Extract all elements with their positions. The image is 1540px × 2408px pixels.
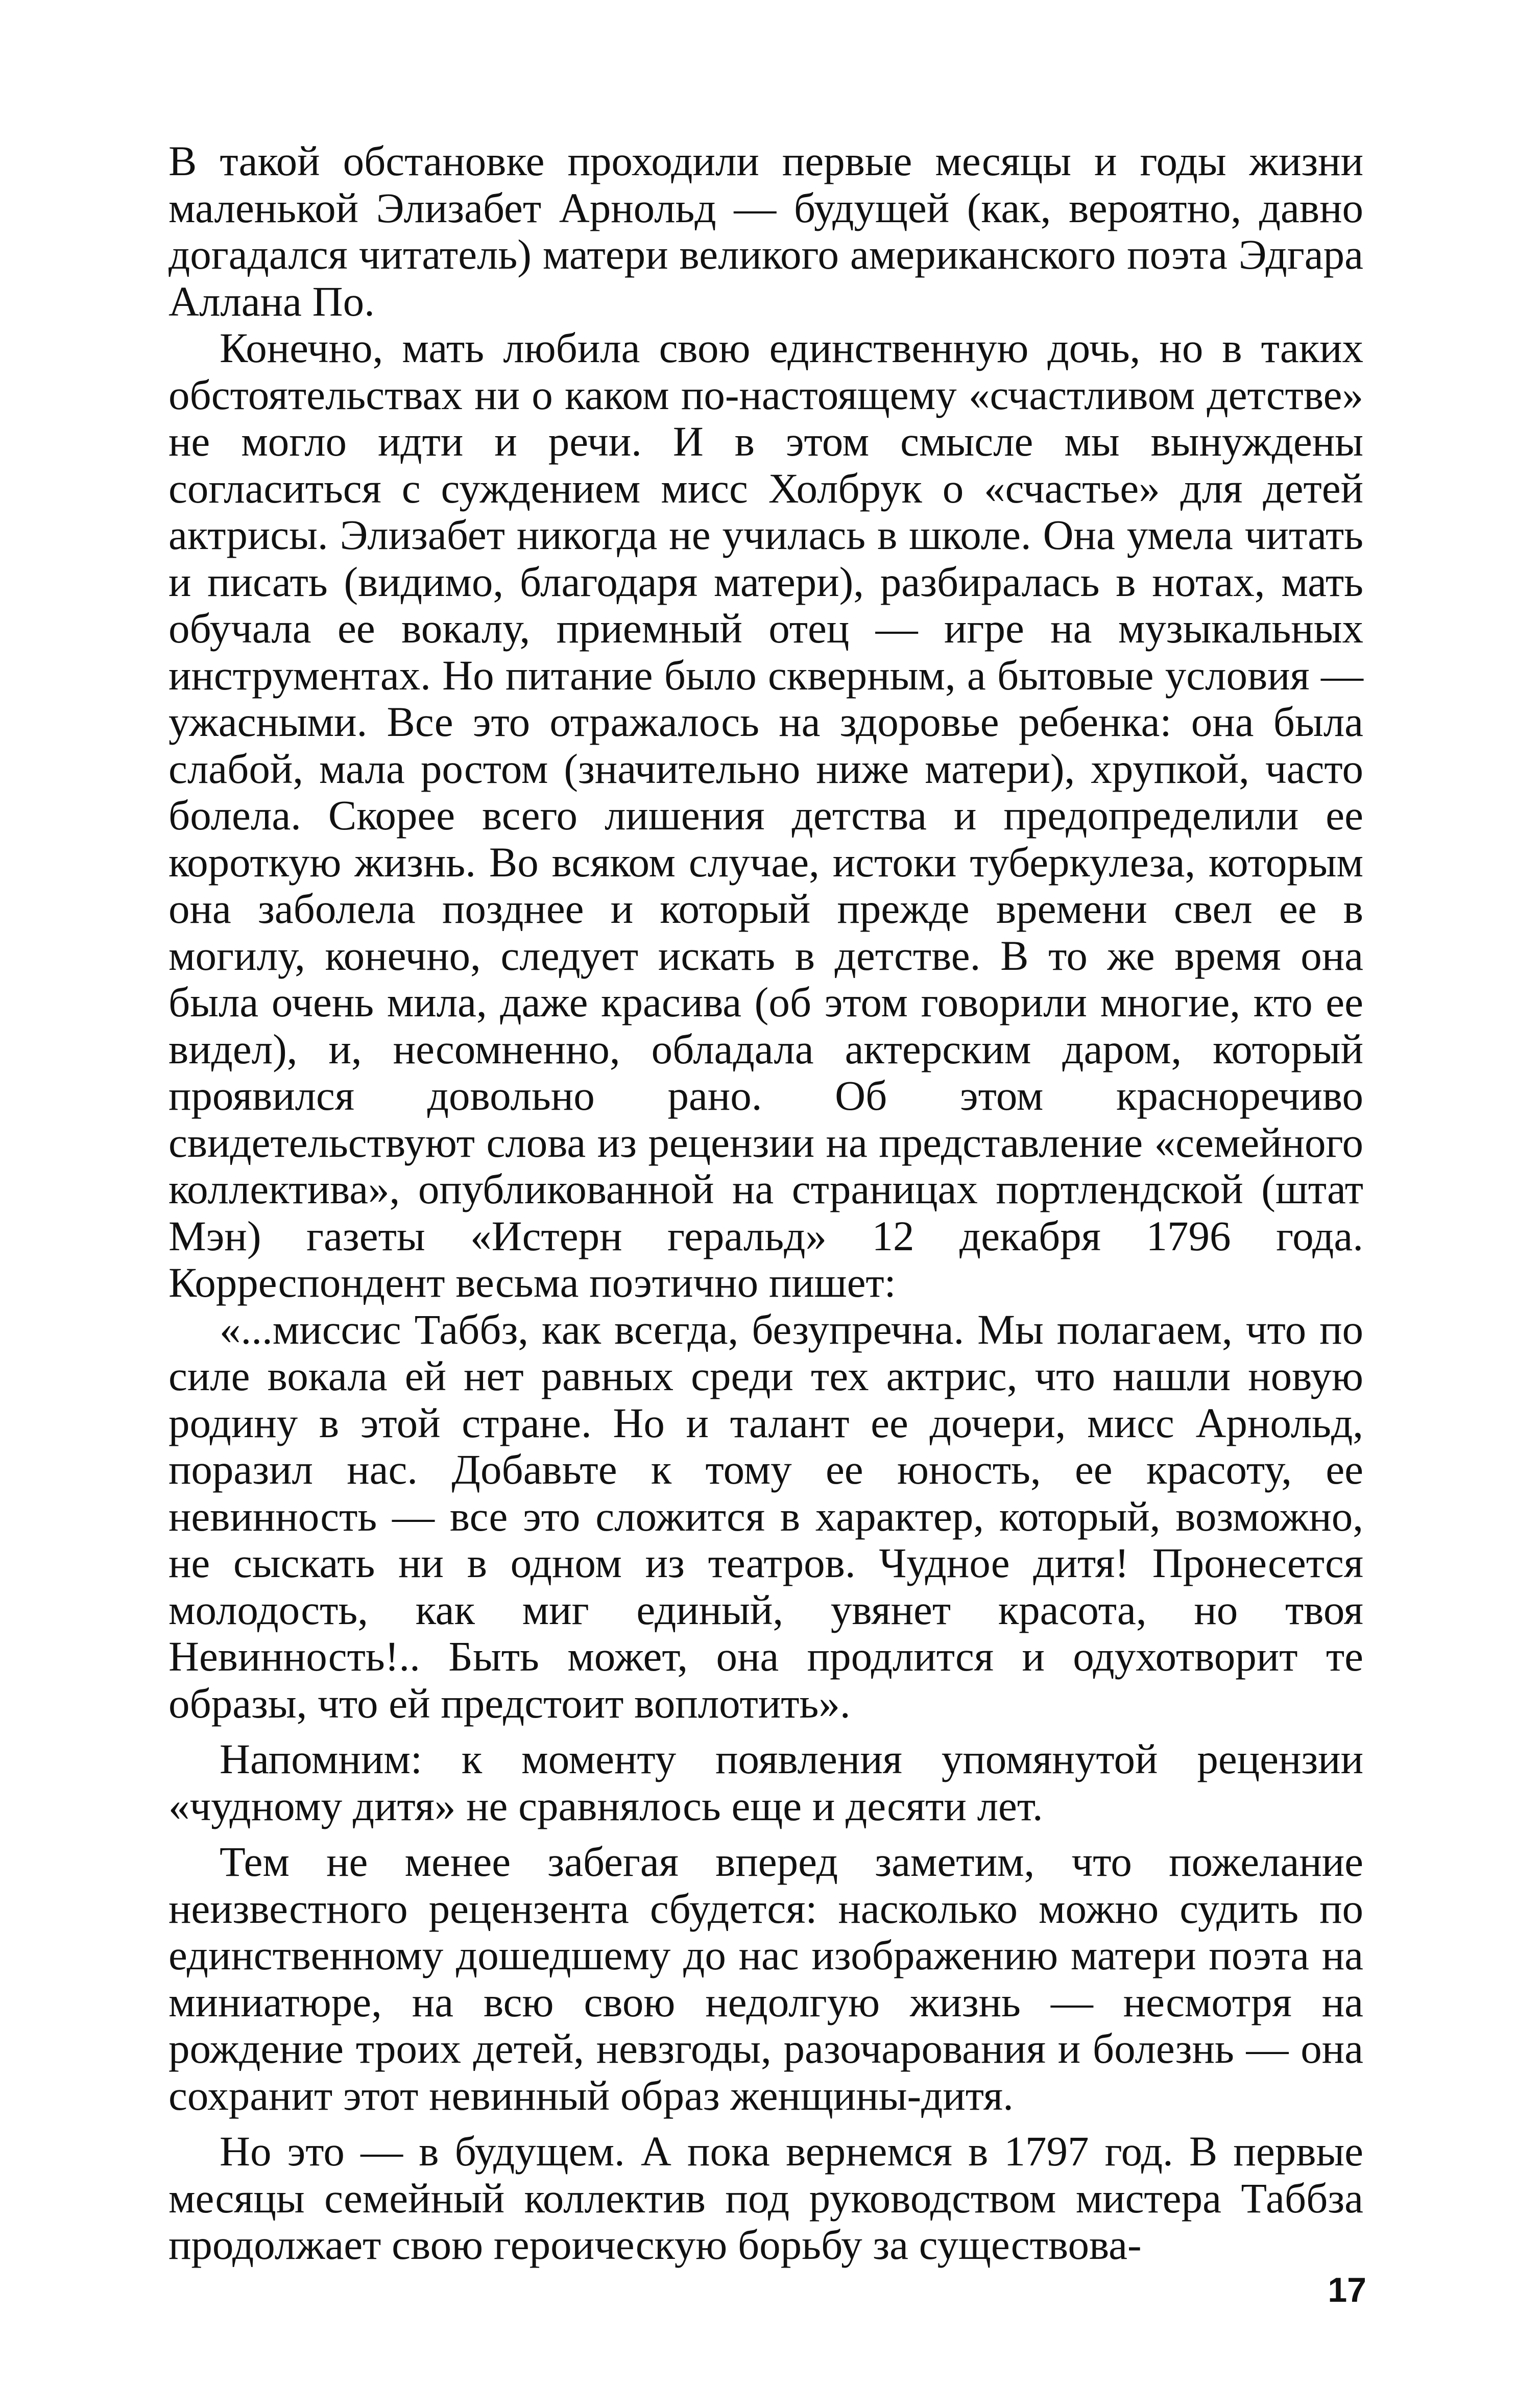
paragraph-5: Тем не менее забегая вперед заметим, что пожелание неизвестного рецензента сбудется: насколько можно судить по единственному дошедшему до нас изображению матери поэта на миниатюре, на всю свою недолгую жизнь — несмотря на рождение троих детей, невзгоды, разочарования и болезнь — она сохранит этот невинный образ женщины-дитя. [169,1838,1363,2119]
paragraph-quote: «...миссис Таббз, как всегда, безупречна. Мы полагаем, что по силе вокала ей нет равных среди тех актрис, что нашли новую родину в этой стране. Но и талант ее дочери, мисс Арнольд, поразил нас. Добавьте к тому ее юность, ее красоту, ее невинность — все это сложится в характер, который, возможно, не сыскать ни в одном из театров. Чудное дитя! Пронесется молодость, как миг единый, увянет красота, но твоя Невинность!.. Быть может, она продлится и одухотворит те образы, что ей предстоит воплотить». [169,1305,1363,1727]
paragraph-1: В такой обстановке проходили первые месяцы и годы жизни маленькой Элизабет Арнольд — будущей (как, вероятно, давно догадался читатель) матери великого американского поэта Эдгара Аллана По. [169,137,1363,325]
paragraph-2: Конечно, мать любила свою единственную дочь, но в таких обстоятельствах ни о каком по-настоящему «счастливом детстве» не могло идти и речи. И в этом смысле мы вынуждены согласиться с суждением мисс Холбрук о «счастье» для детей актрисы. Элизабет никогда не училась в школе. Она умела читать и писать (видимо, благодаря матери), разбиралась в нотах, мать обучала ее вокалу, приемный отец — игре на музыкальных инструментах. Но питание было скверным, а бытовые условия — ужасными. Все это отражалось на здоровье ребенка: она была слабой, мала ростом (значительно ниже матери), хрупкой, часто болела. Скорее всего лишения детства и предопределили ее короткую жизнь. Во всяком случае, истоки туберкулеза, которым она заболела позднее и который прежде времени свел ее в могилу, конечно, следует искать в детстве. В то же время она была очень мила, даже красива (об этом говорили многие, кто ее видел), и, несомненно, обладала актерским даром, который проявился довольно рано. Об этом красноречиво свидетельствуют слова из рецензии на представление «семейного коллектива», опубликованной на страницах портлендской (штат Мэн) газеты «Истерн геральд» 12 декабря 1796 года. Корреспондент весьма поэтично пишет: [169,324,1363,1306]
paragraph-6: Но это — в будущем. А пока вернемся в 1797 год. В первые месяцы семейный коллектив под руководством мистера Таббза продолжает свою героическую борьбу за существова- [169,2128,1363,2268]
paragraph-4: Напомним: к моменту появления упомянутой рецензии «чудному дитя» не сравнялось еще и десяти лет. [169,1735,1363,1829]
page-number: 17 [1328,2271,1366,2309]
body-text [169,138,1363,2269]
